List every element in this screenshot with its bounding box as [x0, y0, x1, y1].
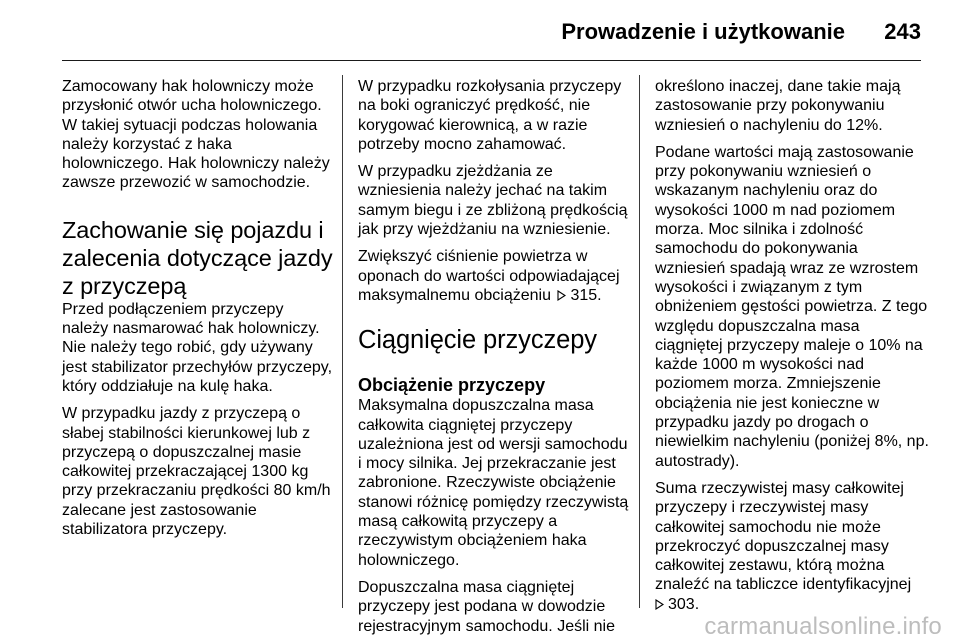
- page-reference-link[interactable]: 303.: [668, 595, 700, 613]
- text-column-1: [62, 77, 334, 547]
- combined-mass-text: Suma rzeczywistej masy całkowitej przyczepy i rzeczywistej masy całkowitej samochodu nie może przekroczyć dopuszczalnej masy całkowitej zestawu, którą można znaleźć na tabliczce identyfikacyjnej: [655, 479, 912, 594]
- column-divider-1: [342, 75, 343, 608]
- subheading-trailer-load: Obciążenie przyczepy: [358, 375, 546, 396]
- section-heading-driving-with-trailer: Zachowanie się pojazdu i zalecenia dotyczące jazdy z przyczepą: [62, 216, 333, 299]
- page-header: [0, 0, 960, 62]
- paragraph-altitude: Podane wartości mają zastosowanie przy pokonywaniu wzniesień o wskazanym nachyleniu oraz do wysokości 1000 m nad poziomem morza. Moc silnika i zdolność samochodu do pokonywania wzniesień spadają wraz ze wzrostem wysokości i związanym z tym obniżeniem gęstości powietrza. Z tego względu dopuszczalna masa ciągniętej przyczepy maleje o 10% na każde 1000 m wysokości nad poziomem morza. Zmniejszenie obciążenia nie jest konieczne w przypadku jazdy po drogach o niewielkim nachyleniu (poniżej 8%, np. autostrady).: [655, 143, 929, 470]
- chapter-title: Prowadzenie i użytkowanie: [561, 19, 845, 44]
- tyre-pressure-text: Zwiększyć ciśnienie powietrza w oponach do wartości odpowiadającej maksymalnemu obciążeniu: [358, 248, 620, 304]
- paragraph-gradient-limit: określono inaczej, dane takie mają zastosowanie przy pokonywaniu wzniesień o nachyleniu do 12%.: [655, 78, 901, 134]
- paragraph-combined-mass: [655, 479, 930, 614]
- paragraph-max-mass: Maksymalna dopuszczalna masa całkowita ciągniętej przyczepy uzależniona jest od wersji samochodu i mocy silnika. Jej przekraczanie jest zabronione. Rzeczywiste obciążenie stanowi różnicę pomiędzy rzeczywistą masą całkowitą przyczepy a rzeczywistym obciążeniem haka holowniczego.: [358, 397, 629, 569]
- text-column-3: [655, 77, 930, 622]
- text-column-2: [358, 77, 630, 644]
- paragraph-descending: W przypadku zjeżdżania ze wzniesienia należy jechać na takim samym biegu i ze zbliżoną prędkością jak przy wjeżdżaniu na wzniesienie.: [358, 163, 628, 239]
- paragraph-registration: Dopuszczalna masa ciągniętej przyczepy jest podana w dowodzie rejestracyjnym samochodu. Jeśli nie: [358, 578, 615, 635]
- paragraph-stabilizer: W przypadku jazdy z przyczepą o słabej stabilności kierunkowej lub z przyczepą o dopuszczalnej masie całkowitej przekraczającej 1300 kg przy przekraczaniu prędkości 80 km/h zalecane jest zastosowanie stabilizatora przyczepy.: [62, 405, 331, 539]
- header-divider: [62, 60, 921, 61]
- paragraph-trailer-sway: W przypadku rozkołysania przyczepy na boki ograniczyć prędkość, nie korygować kierownicą, a w razie potrzeby mocno zahamować.: [358, 78, 622, 153]
- page-number: 243: [884, 19, 921, 44]
- paragraph-lubricate-hook: Przed podłączeniem przyczepy należy nasmarować hak holowniczy. Nie należy tego robić, gdy używany jest stabilizator przechyłów przyczepy, który oddziałuje na kulę haka.: [62, 300, 333, 395]
- section-heading-trailer-towing: Ciągnięcie przyczepy: [358, 326, 597, 355]
- watermark: carmanualsonline.info: [704, 613, 942, 640]
- paragraph-tyre-pressure: [358, 247, 630, 305]
- page-reference-icon: [557, 290, 566, 301]
- column-divider-2: [639, 75, 640, 608]
- paragraph-tow-hook-note: Zamocowany hak holowniczy może przysłonić otwór ucha holowniczego. W takiej sytuacji podczas holowania należy korzystać z haka holowniczego. Hak holowniczy należy zawsze przewozić w samochodzie.: [62, 78, 330, 192]
- page-reference-link[interactable]: 315.: [570, 286, 602, 304]
- page-reference-icon: [655, 599, 664, 610]
